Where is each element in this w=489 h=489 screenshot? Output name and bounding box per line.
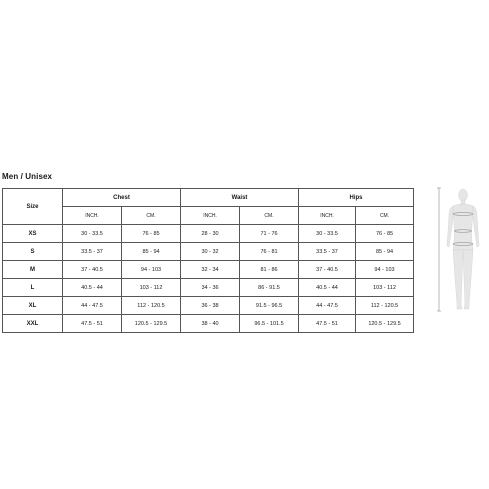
size-cell: L <box>3 279 63 297</box>
table-cell: 85 - 94 <box>356 243 414 261</box>
size-cell: S <box>3 243 63 261</box>
table-cell: 34 - 36 <box>181 279 240 297</box>
table-cell: 85 - 94 <box>122 243 181 261</box>
unit-header: CM. <box>240 207 299 225</box>
table-row <box>3 243 414 261</box>
table-cell: 71 - 76 <box>240 225 299 243</box>
table-cell: 30 - 33.5 <box>63 225 122 243</box>
chest-header: Chest <box>63 189 181 207</box>
table-cell: 96.5 - 101.5 <box>240 315 299 333</box>
table-row <box>3 279 414 297</box>
table-cell: 28 - 30 <box>181 225 240 243</box>
table-cell: 32 - 34 <box>181 261 240 279</box>
table-cell: 44 - 47.5 <box>63 297 122 315</box>
size-header: Size <box>3 189 63 225</box>
body-measurement-icon <box>436 186 486 313</box>
table-cell: 33.5 - 37 <box>299 243 356 261</box>
table-cell: 37 - 40.5 <box>63 261 122 279</box>
table-row <box>3 297 414 315</box>
table-cell: 30 - 32 <box>181 243 240 261</box>
hips-header: Hips <box>299 189 414 207</box>
table-cell: 38 - 40 <box>181 315 240 333</box>
table-cell: 81 - 86 <box>240 261 299 279</box>
table-row <box>3 261 414 279</box>
table-cell: 40.5 - 44 <box>299 279 356 297</box>
size-cell: XS <box>3 225 63 243</box>
table-cell: 120.5 - 129.5 <box>356 315 414 333</box>
table-cell: 47.5 - 51 <box>63 315 122 333</box>
table-cell: 33.5 - 37 <box>63 243 122 261</box>
unit-header: CM. <box>122 207 181 225</box>
table-cell: 36 - 38 <box>181 297 240 315</box>
table-cell: 44 - 47.5 <box>299 297 356 315</box>
table-cell: 30 - 33.5 <box>299 225 356 243</box>
header-row-units <box>3 207 414 225</box>
table-cell: 91.5 - 96.5 <box>240 297 299 315</box>
table-cell: 94 - 103 <box>356 261 414 279</box>
table-cell: 112 - 120.5 <box>356 297 414 315</box>
table-cell: 86 - 91.5 <box>240 279 299 297</box>
table-cell: 37 - 40.5 <box>299 261 356 279</box>
size-chart-table <box>2 188 414 333</box>
table-cell: 103 - 112 <box>356 279 414 297</box>
unit-header: INCH. <box>299 207 356 225</box>
size-cell: M <box>3 261 63 279</box>
table-cell: 76 - 85 <box>122 225 181 243</box>
table-cell: 112 - 120.5 <box>122 297 181 315</box>
header-row-groups <box>3 189 414 207</box>
table-row <box>3 225 414 243</box>
page-title: Men / Unisex <box>2 172 53 181</box>
waist-header: Waist <box>181 189 299 207</box>
table-cell: 47.5 - 51 <box>299 315 356 333</box>
size-cell: XXL <box>3 315 63 333</box>
table-cell: 76 - 85 <box>356 225 414 243</box>
table-cell: 94 - 103 <box>122 261 181 279</box>
unit-header: INCH. <box>63 207 122 225</box>
table-row <box>3 315 414 333</box>
table-cell: 120.5 - 129.5 <box>122 315 181 333</box>
table-cell: 40.5 - 44 <box>63 279 122 297</box>
unit-header: CM. <box>356 207 414 225</box>
table-cell: 103 - 112 <box>122 279 181 297</box>
table-cell: 76 - 81 <box>240 243 299 261</box>
size-cell: XL <box>3 297 63 315</box>
unit-header: INCH. <box>181 207 240 225</box>
